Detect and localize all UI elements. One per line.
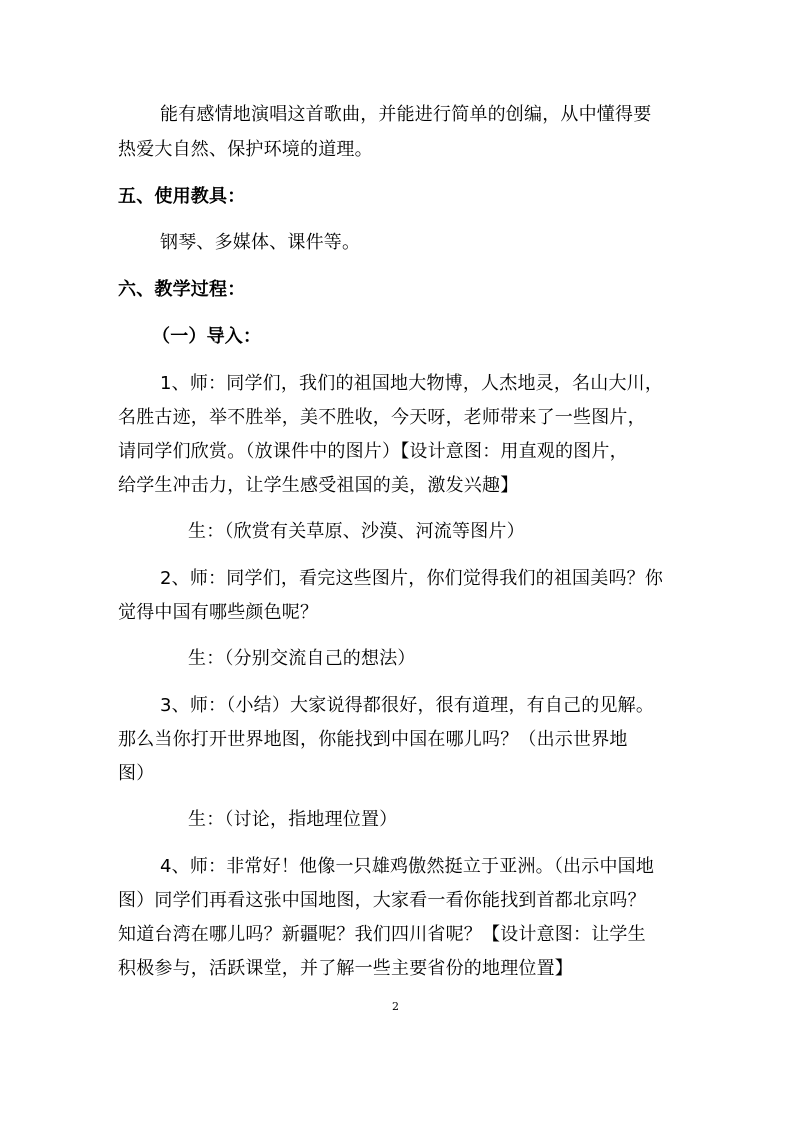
- paragraph-line: 图）: [118, 763, 155, 784]
- paragraph-line: 那么当你打开世界地图，你能找到中国在哪儿吗？（出示世界地: [118, 729, 628, 750]
- paragraph-line: 3、师：（小结）大家说得都很好，很有道理，有自己的见解。: [160, 695, 655, 716]
- student-response-line: 生：（讨论，指地理位置）: [188, 809, 398, 830]
- paragraph-line: 2、师：同学们，看完这些图片，你们觉得我们的祖国美吗？你: [160, 568, 664, 589]
- paragraph-line: 能有感情地演唱这首歌曲，并能进行简单的创编，从中懂得要: [160, 104, 652, 125]
- paragraph-line: 请同学们欣赏。（放课件中的图片）【设计意图：用直观的图片，: [118, 441, 628, 462]
- page-number: 2: [392, 1000, 399, 1013]
- paragraph-line: 4、师：非常好！他像一只雄鸡傲然挺立于亚洲。（出示中国地: [160, 856, 655, 877]
- section-heading-teaching-process: 六、教学过程：: [118, 279, 246, 300]
- section-heading-teaching-aids: 五、使用教具：: [118, 186, 246, 207]
- paragraph-line: 知道台湾在哪儿吗？新疆呢？我们四川省呢？【设计意图：让学生: [118, 924, 646, 945]
- subsection-heading-introduction: （一）导入：: [152, 326, 262, 347]
- paragraph-line: 名胜古迹，举不胜举，美不胜收，今天呀，老师带来了一些图片，: [118, 407, 646, 428]
- paragraph-line: 给学生冲击力，让学生感受祖国的美，激发兴趣】: [118, 475, 519, 496]
- paragraph-line: 积极参与，活跃课堂，并了解一些主要省份的地理位置】: [118, 958, 573, 979]
- paragraph-line: 图）同学们再看这张中国地图，大家看一看你能找到首都北京吗？: [118, 890, 646, 911]
- student-response-line: 生：（欣赏有关草原、沙漠、河流等图片）: [188, 521, 525, 542]
- paragraph-line: 1、师：同学们，我们的祖国地大物博，人杰地灵，名山大川，: [160, 373, 664, 394]
- paragraph-line: 热爱大自然、保护环境的道理。: [118, 139, 373, 160]
- student-response-line: 生：（分别交流自己的想法）: [188, 648, 416, 669]
- paragraph-line: 觉得中国有哪些颜色呢？: [118, 602, 319, 623]
- paragraph-line: 钢琴、多媒体、课件等。: [160, 232, 361, 253]
